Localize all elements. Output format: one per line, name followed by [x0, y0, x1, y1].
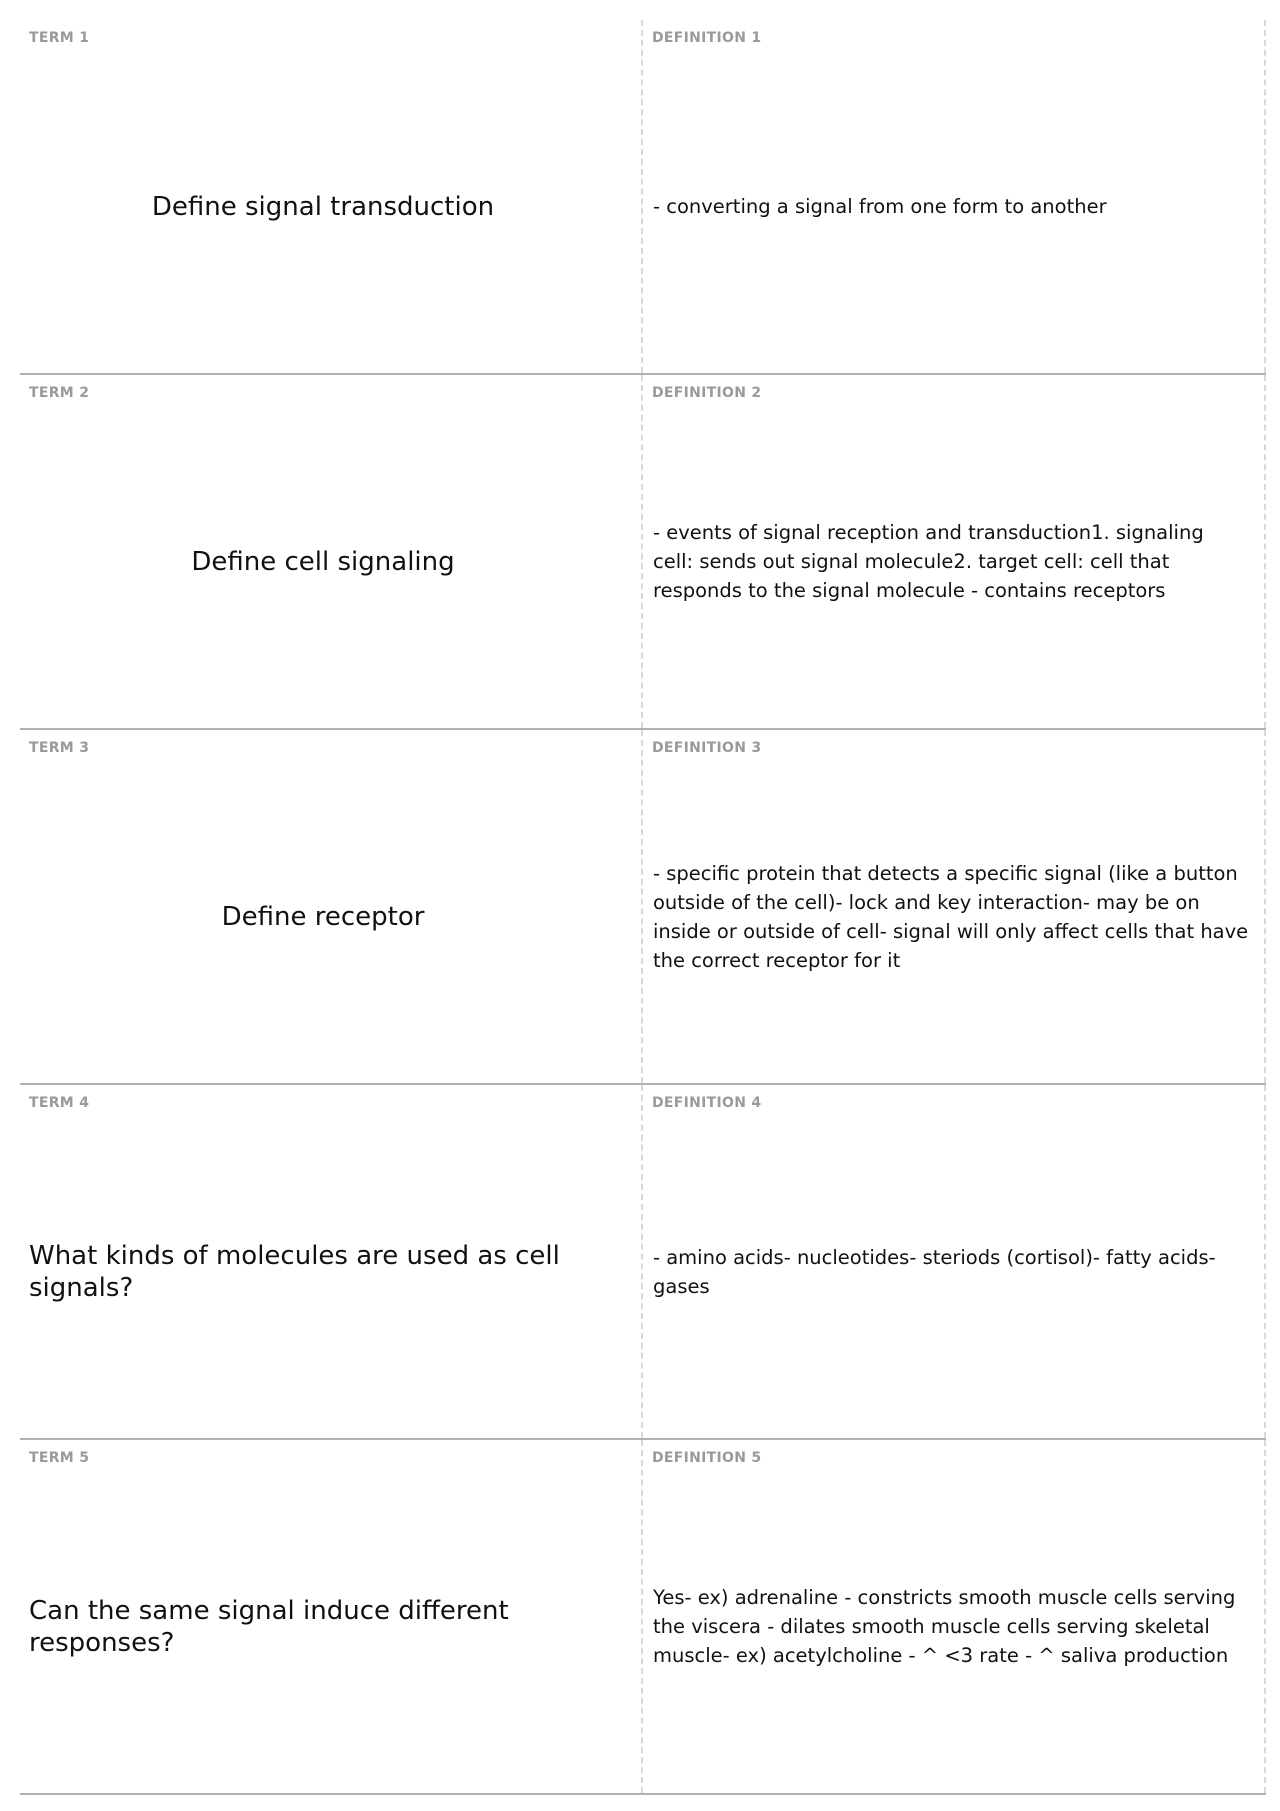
- definition-text-box: [653, 1115, 1250, 1428]
- flashcard-row: [20, 1085, 1266, 1440]
- term-text: Can the same signal induce different responses?: [29, 1595, 509, 1658]
- definition-text-box: [653, 760, 1250, 1073]
- definition-label: DEFINITION 4: [652, 1095, 762, 1111]
- term-text: Define cell signaling: [191, 546, 455, 577]
- definition-cell: [643, 730, 1266, 1083]
- flashcard-row: [20, 1440, 1266, 1795]
- term-text-box: [29, 50, 617, 363]
- definition-label: DEFINITION 3: [652, 740, 762, 756]
- definition-cell: [643, 1085, 1266, 1438]
- term-text: Define signal transduction: [151, 191, 495, 222]
- term-cell: [20, 20, 643, 373]
- definition-label: DEFINITION 5: [652, 1450, 762, 1466]
- definition-text-box: [653, 405, 1250, 718]
- definition-cell: [643, 20, 1266, 373]
- flashcard-sheet: [20, 20, 1266, 1795]
- term-text-box: [29, 1470, 617, 1783]
- term-cell: [20, 375, 643, 728]
- term-text-box: [29, 1115, 617, 1428]
- definition-text: - specific protein that detects a specific signal (like a button outside of the cell)- lock and key interaction- may be on inside or outside of cell- signal will only affect cells that have the correct receptor for it: [653, 861, 1249, 972]
- definition-text-box: [653, 50, 1250, 363]
- flashcard-row: [20, 375, 1266, 730]
- term-label: TERM 5: [29, 1450, 90, 1466]
- term-cell: [20, 1085, 643, 1438]
- definition-text: Yes- ex) adrenaline - constricts smooth muscle cells serving the viscera - dilates smooth muscle cells serving skeletal muscle- ex) acetylcholine - ^ <3 rate - ^ saliva production: [653, 1586, 1236, 1667]
- term-text: Define receptor: [221, 901, 425, 932]
- definition-text-box: [653, 1470, 1250, 1783]
- definition-text: - converting a signal from one form to another: [653, 195, 1107, 218]
- term-text-box: [29, 760, 617, 1073]
- definition-cell: [643, 1440, 1266, 1793]
- flashcard-row: [20, 20, 1266, 375]
- definition-label: DEFINITION 2: [652, 385, 762, 401]
- term-cell: [20, 1440, 643, 1793]
- term-label: TERM 1: [29, 30, 90, 46]
- flashcard-row: [20, 730, 1266, 1085]
- term-label: TERM 2: [29, 385, 90, 401]
- definition-cell: [643, 375, 1266, 728]
- term-text-box: [29, 405, 617, 718]
- term-label: TERM 3: [29, 740, 90, 756]
- term-cell: [20, 730, 643, 1083]
- definition-label: DEFINITION 1: [652, 30, 762, 46]
- definition-text: - events of signal reception and transduction1. signaling cell: sends out signal molecule2. target cell: cell that responds to the signal molecule - contains receptors: [653, 521, 1204, 602]
- term-text: What kinds of molecules are used as cell signals?: [29, 1240, 560, 1303]
- term-label: TERM 4: [29, 1095, 90, 1111]
- definition-text: - amino acids- nucleotides- steriods (cortisol)- fatty acids- gases: [653, 1245, 1216, 1298]
